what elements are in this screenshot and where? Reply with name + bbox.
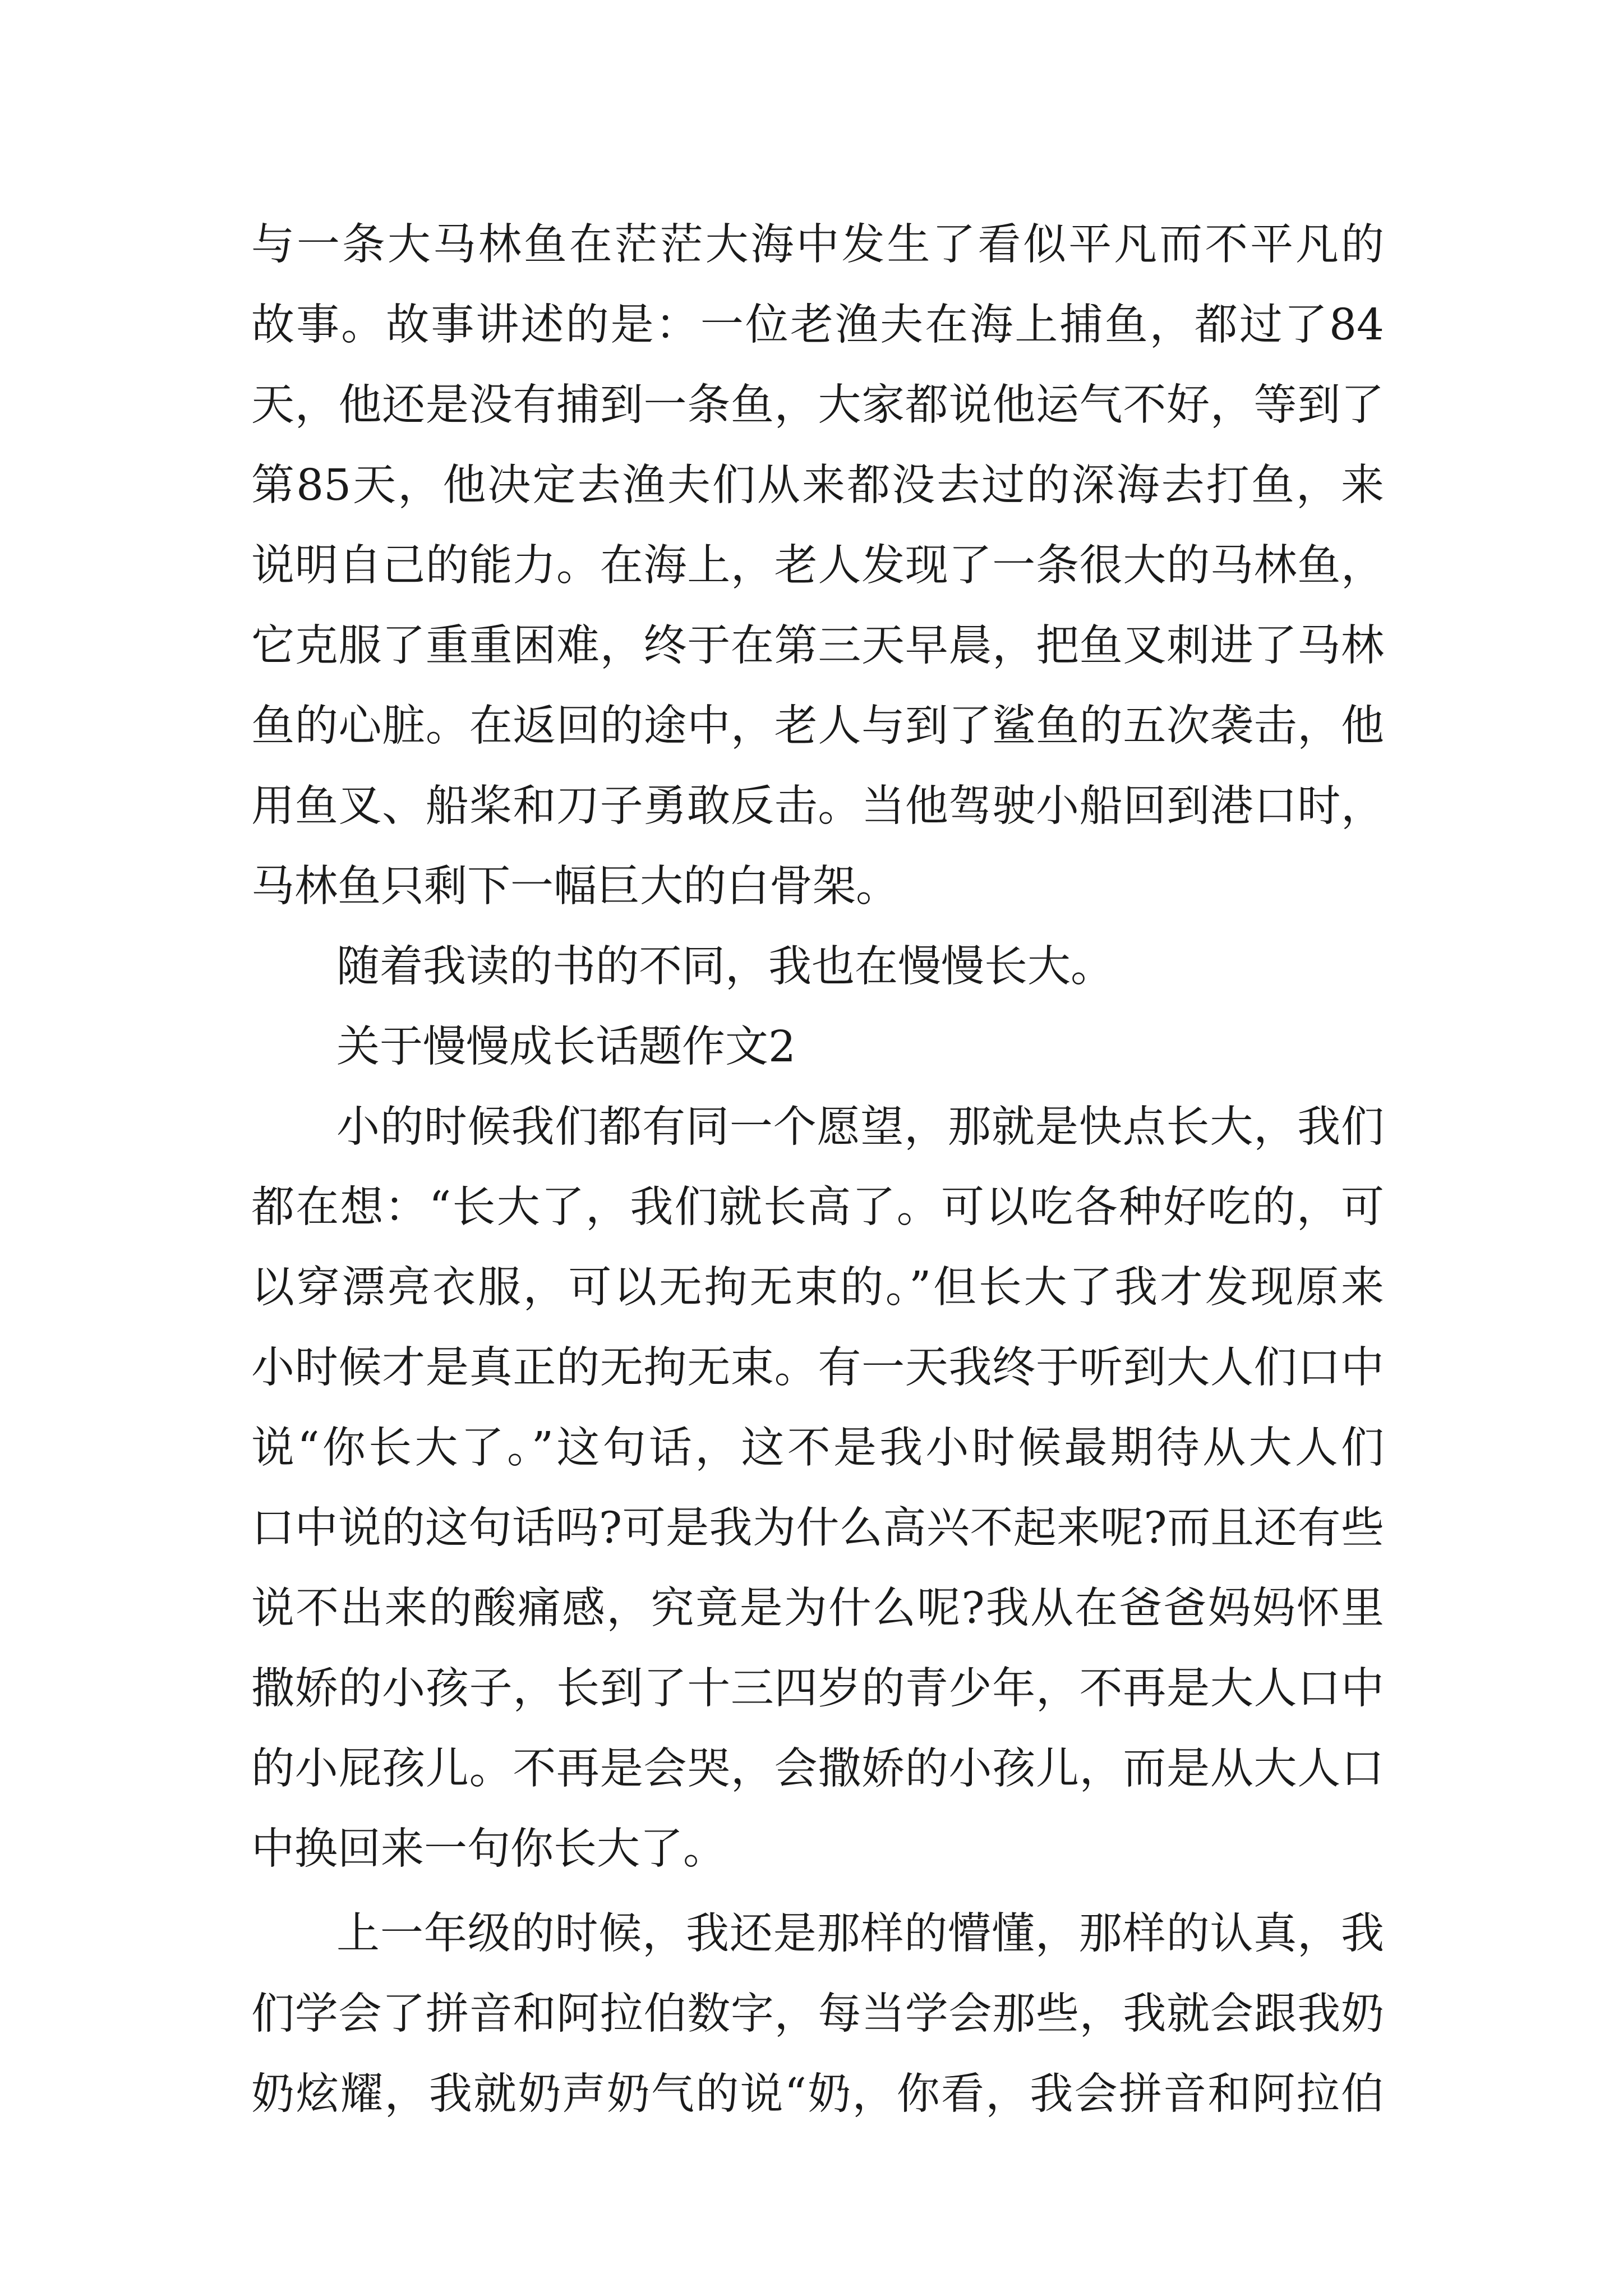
text-line: 上一年级的时候，我还是那样的懵懂，那样的认真，我 bbox=[336, 1909, 1384, 1959]
text-line: 天，他还是没有捕到一条鱼，大家都说他运气不好，等到了 bbox=[251, 380, 1384, 430]
text-line: 的小屁孩儿。不再是会哭，会撒娇的小孩儿，而是从大人口 bbox=[251, 1744, 1384, 1794]
text-line: 小时候才是真正的无拘无束。有一天我终于听到大人们口中 bbox=[251, 1343, 1384, 1393]
text-line: 说明自己的能力。在海上，老人发现了一条很大的马林鱼， bbox=[251, 541, 1384, 591]
text-line: 小的时候我们都有同一个愿望，那就是快点长大，我们 bbox=[336, 1102, 1384, 1152]
text-line: 随着我读的书的不同，我也在慢慢长大。 bbox=[336, 942, 1114, 992]
section-heading: 关于慢慢成长话题作文2 bbox=[336, 1022, 796, 1072]
text-line: 口中说的这句话吗?可是我为什么高兴不起来呢?而且还有些 bbox=[251, 1503, 1384, 1553]
text-line: 故事。故事讲述的是：一位老渔夫在海上捕鱼，都过了84 bbox=[251, 300, 1384, 350]
text-line: 说“你长大了。”这句话，这不是我小时候最期待从大人们 bbox=[251, 1423, 1384, 1473]
text-line: 用鱼叉、船桨和刀子勇敢反击。当他驾驶小船回到港口时， bbox=[251, 781, 1384, 831]
text-line: 以穿漂亮衣服，可以无拘无束的。”但长大了我才发现原来 bbox=[251, 1263, 1384, 1313]
text-line: 中换回来一句你长大了。 bbox=[251, 1824, 726, 1874]
text-line: 说不出来的酸痛感，究竟是为什么呢?我从在爸爸妈妈怀里 bbox=[251, 1584, 1384, 1634]
text-line: 鱼的心脏。在返回的途中，老人与到了鲨鱼的五次袭击，他 bbox=[251, 701, 1384, 751]
text-line: 与一条大马林鱼在茫茫大海中发生了看似平凡而不平凡的 bbox=[251, 220, 1384, 270]
text-line: 马林鱼只剩下一幅巨大的白骨架。 bbox=[251, 862, 899, 912]
text-line: 奶炫耀，我就奶声奶气的说“奶，你看，我会拼音和阿拉伯 bbox=[251, 2069, 1384, 2119]
text-line: 们学会了拼音和阿拉伯数字，每当学会那些，我就会跟我奶 bbox=[251, 1989, 1384, 2039]
text-line: 撒娇的小孩子，长到了十三四岁的青少年，不再是大人口中 bbox=[251, 1664, 1384, 1714]
text-line: 它克服了重重困难，终于在第三天早晨，把鱼叉刺进了马林 bbox=[251, 621, 1384, 671]
text-line: 都在想：“长大了，我们就长高了。可以吃各种好吃的，可 bbox=[251, 1182, 1384, 1232]
text-line: 第85天，他决定去渔夫们从来都没去过的深海去打鱼，来 bbox=[251, 461, 1384, 510]
